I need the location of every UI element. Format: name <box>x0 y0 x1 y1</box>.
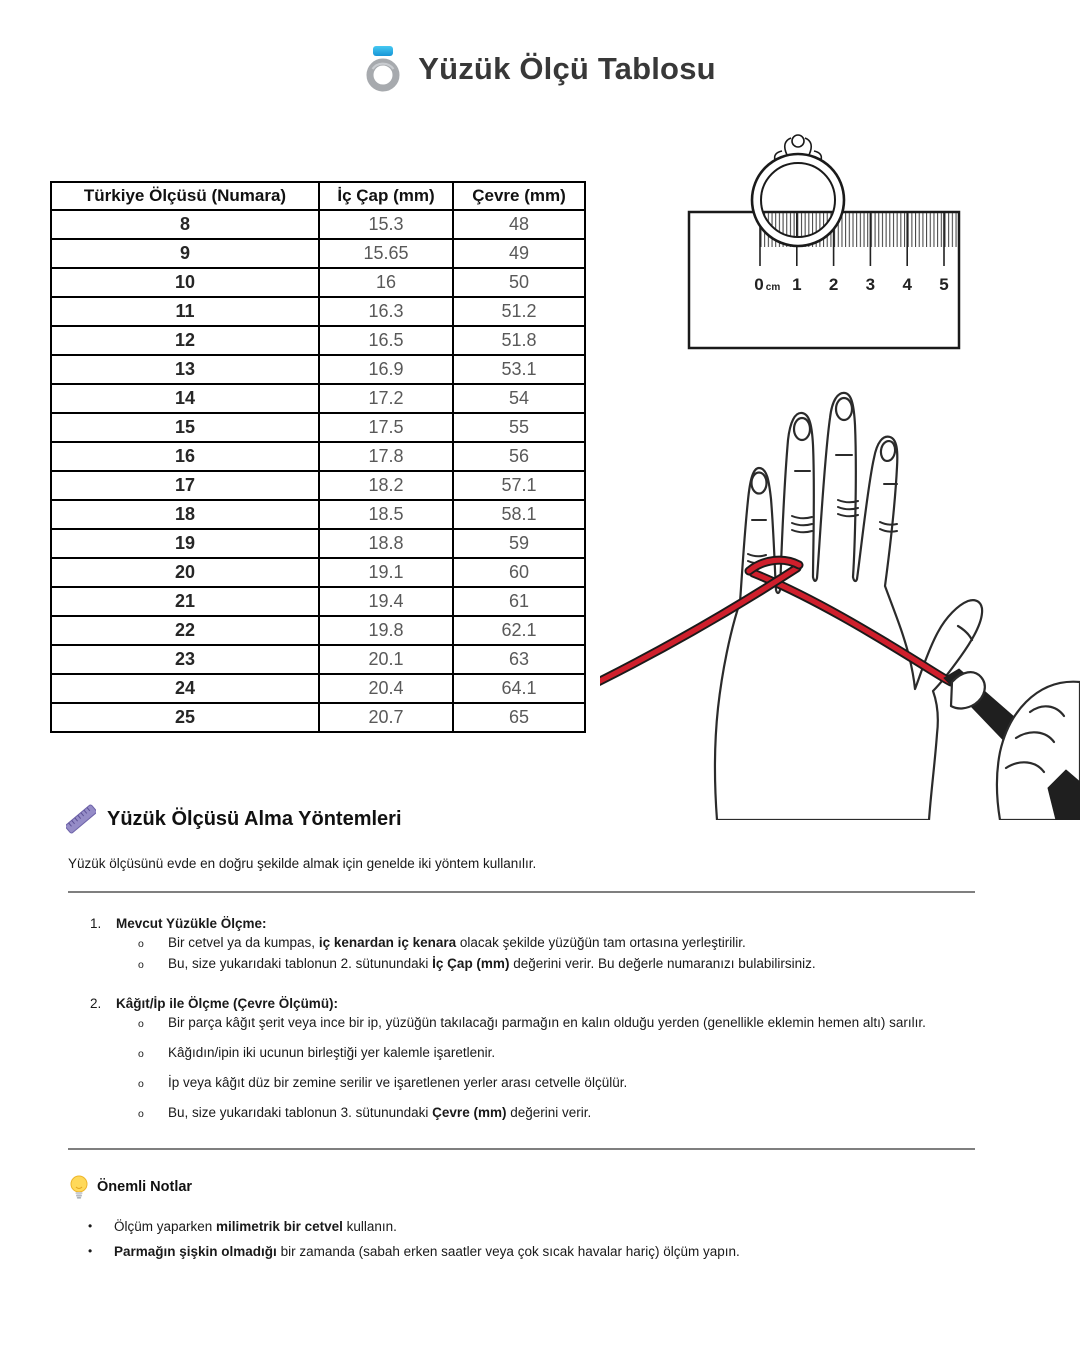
method-2-bullet-2 <box>90 1043 1020 1064</box>
method-item-1 <box>90 914 1020 933</box>
notes-list <box>88 1214 988 1264</box>
table-row <box>51 268 585 297</box>
table-row <box>51 645 585 674</box>
ring-icon <box>364 44 402 94</box>
bullet-text: İp veya kâğıt düz bir zemine serilir ve işaretlenen yerler arası cetvelle ölçülür. <box>168 1075 628 1090</box>
svg-text:0: 0 <box>754 275 764 294</box>
item-title: Kâğıt/İp ile Ölçme (Çevre Ölçümü): <box>116 996 339 1011</box>
cell-size-number: 21 <box>51 587 319 616</box>
table-row <box>51 471 585 500</box>
table-row <box>51 210 585 239</box>
note-text: Parmağın şişkin olmadığı bir zamanda (sabah erken saatler veya çok sıcak havalar hariç) ölçüm yapın. <box>114 1244 740 1259</box>
bullet-marker: o <box>138 938 144 950</box>
methods-heading: Yüzük Ölçüsü Alma Yöntemleri <box>107 807 402 830</box>
table-header-row <box>51 182 585 210</box>
table-row <box>51 297 585 326</box>
cell-size-number: 11 <box>51 297 319 326</box>
table-row <box>51 674 585 703</box>
table-row <box>51 413 585 442</box>
cell-inner-diameter: 16 <box>319 268 453 297</box>
cell-circumference: 51.8 <box>453 326 585 355</box>
table-row <box>51 587 585 616</box>
svg-text:1: 1 <box>792 275 802 294</box>
cell-size-number: 22 <box>51 616 319 645</box>
cell-circumference: 62.1 <box>453 616 585 645</box>
cell-inner-diameter: 20.1 <box>319 645 453 674</box>
cell-circumference: 59 <box>453 529 585 558</box>
cell-size-number: 18 <box>51 500 319 529</box>
method-1-bullet-2 <box>90 954 1020 975</box>
svg-text:5: 5 <box>939 275 949 294</box>
cell-size-number: 16 <box>51 442 319 471</box>
table-row <box>51 500 585 529</box>
ruler-icon <box>66 804 96 834</box>
cell-circumference: 51.2 <box>453 297 585 326</box>
cell-circumference: 57.1 <box>453 471 585 500</box>
cell-inner-diameter: 20.7 <box>319 703 453 732</box>
methods-heading-row <box>66 804 402 834</box>
cell-inner-diameter: 18.8 <box>319 529 453 558</box>
ring-ruler-figure <box>670 130 970 360</box>
table-row <box>51 442 585 471</box>
cell-inner-diameter: 15.65 <box>319 239 453 268</box>
cell-inner-diameter: 18.5 <box>319 500 453 529</box>
table-row <box>51 703 585 732</box>
cell-size-number: 24 <box>51 674 319 703</box>
page-header <box>0 44 1080 94</box>
cell-size-number: 19 <box>51 529 319 558</box>
ring-size-table <box>50 181 586 733</box>
cell-inner-diameter: 17.5 <box>319 413 453 442</box>
cell-inner-diameter: 19.8 <box>319 616 453 645</box>
notes-heading-row <box>70 1174 192 1200</box>
method-2-bullet-4 <box>90 1103 1020 1124</box>
svg-text:cm: cm <box>765 282 781 293</box>
table-row <box>51 529 585 558</box>
cell-size-number: 12 <box>51 326 319 355</box>
col-header-circumference: Çevre (mm) <box>453 182 585 210</box>
cell-inner-diameter: 16.9 <box>319 355 453 384</box>
table-row <box>51 558 585 587</box>
notes-heading: Önemli Notlar <box>97 1179 193 1195</box>
hand-outline <box>715 393 982 820</box>
bullet-marker: o <box>138 1108 144 1120</box>
cell-circumference: 50 <box>453 268 585 297</box>
bullet-marker: o <box>138 1048 144 1060</box>
bullet-text: Bir cetvel ya da kumpas, iç kenardan iç kenara olacak şekilde yüzüğün tam ortasına yerleştirilir. <box>168 935 746 950</box>
table-row <box>51 384 585 413</box>
cell-inner-diameter: 18.2 <box>319 471 453 500</box>
cell-size-number: 20 <box>51 558 319 587</box>
table-row <box>51 239 585 268</box>
cell-size-number: 8 <box>51 210 319 239</box>
item-number: 2. <box>90 996 102 1011</box>
cell-size-number: 23 <box>51 645 319 674</box>
cell-size-number: 25 <box>51 703 319 732</box>
cell-inner-diameter: 17.8 <box>319 442 453 471</box>
cell-circumference: 55 <box>453 413 585 442</box>
cell-circumference: 53.1 <box>453 355 585 384</box>
bullet-marker: • <box>88 1219 93 1233</box>
bullet-marker: • <box>88 1244 93 1258</box>
cell-size-number: 17 <box>51 471 319 500</box>
cell-size-number: 10 <box>51 268 319 297</box>
cell-inner-diameter: 19.4 <box>319 587 453 616</box>
cell-circumference: 60 <box>453 558 585 587</box>
cell-size-number: 15 <box>51 413 319 442</box>
method-1-bullet-1 <box>90 933 1020 954</box>
methods-list <box>90 914 1020 1124</box>
divider <box>68 891 975 893</box>
cell-circumference: 58.1 <box>453 500 585 529</box>
bullet-marker: o <box>138 1018 144 1030</box>
cell-size-number: 13 <box>51 355 319 384</box>
cell-circumference: 64.1 <box>453 674 585 703</box>
cell-inner-diameter: 19.1 <box>319 558 453 587</box>
cell-circumference: 49 <box>453 239 585 268</box>
methods-intro: Yüzük ölçüsünü evde en doğru şekilde almak için genelde iki yöntem kullanılır. <box>68 856 537 871</box>
cell-inner-diameter: 20.4 <box>319 674 453 703</box>
bullet-text: Bir parça kâğıt şerit veya ince bir ip, yüzüğün takılacağı parmağın en kalın olduğu yerden (genellikle eklemin hemen altı) sarılır. <box>168 1015 926 1030</box>
cell-circumference: 48 <box>453 210 585 239</box>
hand-string-figure <box>600 380 1080 820</box>
method-item-2 <box>90 994 1020 1013</box>
note-text: Ölçüm yaparken milimetrik bir cetvel kullanın. <box>114 1219 397 1234</box>
cell-circumference: 54 <box>453 384 585 413</box>
bullet-text: Kâğıdın/ipin iki ucunun birleştiği yer kalemle işaretlenir. <box>168 1045 496 1060</box>
cell-circumference: 56 <box>453 442 585 471</box>
table-row <box>51 355 585 384</box>
bullet-text: Bu, size yukarıdaki tablonun 2. sütunundaki İç Çap (mm) değerini verir. Bu değerle numaranızı bulabilirsiniz. <box>168 956 816 971</box>
note-2 <box>88 1239 988 1264</box>
svg-text:2: 2 <box>828 275 839 294</box>
cell-circumference: 65 <box>453 703 585 732</box>
col-header-inner-diameter: İç Çap (mm) <box>319 182 453 210</box>
marking-hand <box>944 669 1080 820</box>
method-2-bullet-1 <box>90 1013 1020 1034</box>
divider <box>68 1148 975 1150</box>
bullet-marker: o <box>138 959 144 971</box>
page-title: Yüzük Ölçü Tablosu <box>418 51 716 86</box>
cell-circumference: 61 <box>453 587 585 616</box>
item-title: Mevcut Yüzükle Ölçme: <box>116 916 267 931</box>
item-number: 1. <box>90 916 102 931</box>
cell-inner-diameter: 17.2 <box>319 384 453 413</box>
cell-size-number: 14 <box>51 384 319 413</box>
cell-circumference: 63 <box>453 645 585 674</box>
cell-inner-diameter: 16.3 <box>319 297 453 326</box>
method-2-bullet-3 <box>90 1073 1020 1094</box>
svg-text:4: 4 <box>902 275 912 294</box>
cell-size-number: 9 <box>51 239 319 268</box>
note-1 <box>88 1214 988 1239</box>
lightbulb-icon <box>70 1174 88 1200</box>
bullet-marker: o <box>138 1078 144 1090</box>
cell-inner-diameter: 16.5 <box>319 326 453 355</box>
col-header-tr-size: Türkiye Ölçüsü (Numara) <box>51 182 319 210</box>
bullet-text: Bu, size yukarıdaki tablonun 3. sütunundaki Çevre (mm) değerini verir. <box>168 1105 592 1120</box>
table-row <box>51 326 585 355</box>
cell-inner-diameter: 15.3 <box>319 210 453 239</box>
table-row <box>51 616 585 645</box>
svg-text:3: 3 <box>865 275 876 294</box>
